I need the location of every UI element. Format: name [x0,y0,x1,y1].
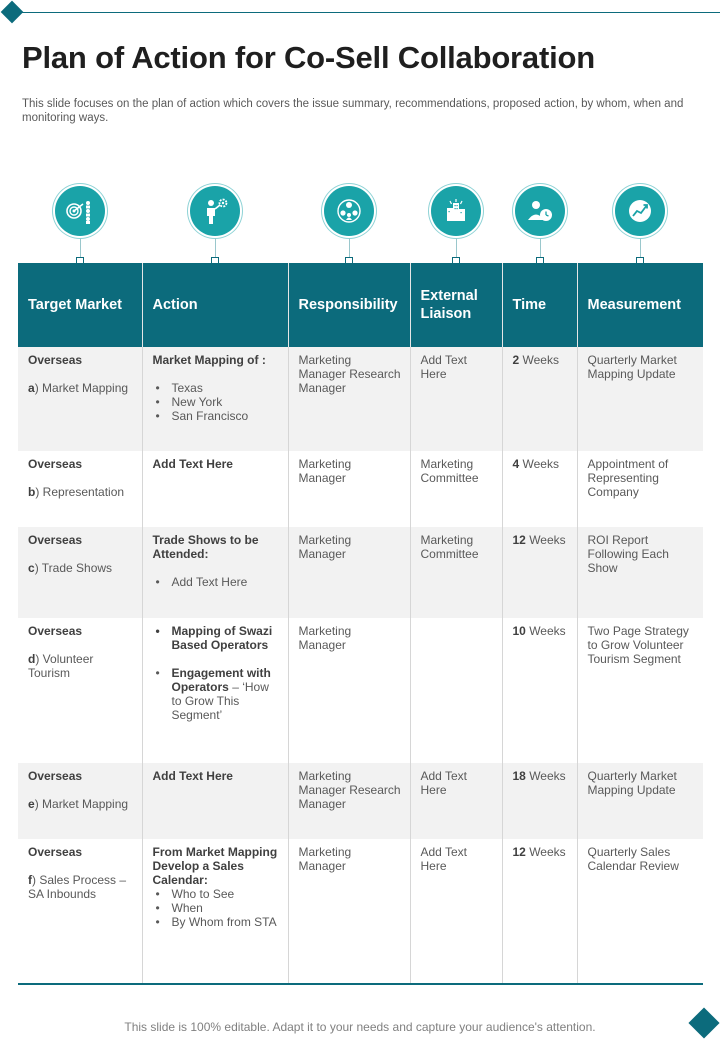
table-row [18,451,703,527]
action-bullet-list [153,887,280,929]
market-label: a) Market Mapping [28,381,129,395]
plan-of-action-table [18,263,703,983]
market-label: d) Volunteer Tourism [28,652,94,680]
header-measurement: Measurement [577,263,703,347]
growth-chart-icon [615,186,665,236]
overseas-label: Overseas [28,533,83,547]
action-bullet: • San Francisco [153,409,280,423]
target-market-cell [18,618,142,763]
target-market-cell [18,763,142,839]
team-network-icon [324,186,374,236]
overseas-label: Overseas [28,353,83,367]
action-bullet: • Engagement with Operators – ‘How to Grow This Segment’ [153,666,280,722]
person-gear-icon [190,186,240,236]
icon-connector [349,238,350,258]
icon-connector [215,238,216,258]
table-row [18,763,703,839]
target-market-cell [18,839,142,983]
time-cell: 10 Weeks [502,618,577,763]
table-row [18,618,703,763]
liaison-cell: Marketing Committee [410,451,502,527]
time-cell: 4 Weeks [502,451,577,527]
target-market-cell [18,451,142,527]
icon-connector [540,238,541,258]
market-label: c) Trade Shows [28,561,113,575]
top-rule [14,12,720,13]
action-cell [142,527,288,618]
time-cell: 12 Weeks [502,527,577,618]
measurement-cell: Two Page Strategy to Grow Volunteer Tourism Segment [577,618,703,763]
market-label: b) Representation [28,485,125,499]
table-row [18,839,703,983]
page-title: Plan of Action for Co-Sell Collaboration [22,40,595,75]
icon-connector [456,238,457,258]
market-label: f) Sales Process – SA Inbounds [28,873,127,901]
page-subtitle: This slide focuses on the plan of action which covers the issue summary, recommendations, proposed action, by whom, when and monitoring ways. [22,98,684,124]
action-cell [142,451,288,527]
action-bullet-list [153,381,280,423]
action-title: Trade Shows to be Attended: [152,533,259,561]
liaison-cell: Add Text Here [410,839,502,983]
target-market-cell [18,527,142,618]
responsibility-cell: Marketing Manager [288,527,410,618]
responsibility-cell: Marketing Manager [288,839,410,983]
action-title: Add Text Here [152,457,233,471]
action-bullet: • Who to See [153,887,280,901]
footer-note: This slide is 100% editable. Adapt it to your needs and capture your audience's attention. [124,1020,596,1034]
header-time: Time [502,263,577,347]
action-bullet: • Add Text Here [153,575,280,589]
action-title: Add Text Here [152,769,233,783]
bottom-rule [18,983,703,985]
icon-connector [80,238,81,258]
responsibility-cell: Marketing Manager [288,451,410,527]
header-target-market: Target Market [18,263,142,347]
city-buildings-icon [431,186,481,236]
user-clock-icon [515,186,565,236]
time-cell: 2 Weeks [502,347,577,451]
liaison-cell: Add Text Here [410,347,502,451]
table-header-row [18,263,703,347]
liaison-cell: Add Text Here [410,763,502,839]
responsibility-cell: Marketing Manager Research Manager [288,347,410,451]
target-market-cell [18,347,142,451]
action-cell [142,839,288,983]
measurement-cell: Quarterly Sales Calendar Review [577,839,703,983]
time-cell: 12 Weeks [502,839,577,983]
table-row [18,527,703,618]
measurement-cell: Quarterly Market Mapping Update [577,763,703,839]
overseas-label: Overseas [28,845,83,859]
responsibility-cell: Marketing Manager [288,618,410,763]
icon-connector [640,238,641,258]
overseas-label: Overseas [28,624,83,638]
action-bullet: • By Whom from STA [153,915,280,929]
action-title: Market Mapping of : [152,353,266,367]
overseas-label: Overseas [28,769,83,783]
action-bullet: • Mapping of Swazi Based Operators [153,624,280,652]
corner-diamond-top [1,1,24,24]
market-label: e) Market Mapping [28,797,129,811]
measurement-cell: ROI Report Following Each Show [577,527,703,618]
action-bullet: • When [153,901,280,915]
header-action: Action [142,263,288,347]
action-cell [142,347,288,451]
header-external-liaison: External Liaison [410,263,502,347]
responsibility-cell: Marketing Manager Research Manager [288,763,410,839]
liaison-cell: Marketing Committee [410,527,502,618]
target-strategy-icon [55,186,105,236]
action-cell [142,763,288,839]
measurement-cell: Quarterly Market Mapping Update [577,347,703,451]
action-title: From Market Mapping Develop a Sales Calendar: [152,845,278,887]
action-bullet: • Texas [153,381,280,395]
time-cell: 18 Weeks [502,763,577,839]
measurement-cell: Appointment of Representing Company [577,451,703,527]
liaison-cell [410,618,502,763]
action-bullet-list [153,624,280,722]
action-cell [142,618,288,763]
header-responsibility: Responsibility [288,263,410,347]
action-bullet-list [153,575,280,589]
table-row [18,347,703,451]
column-icons-row [18,186,703,264]
overseas-label: Overseas [28,457,83,471]
action-bullet: • New York [153,395,280,409]
